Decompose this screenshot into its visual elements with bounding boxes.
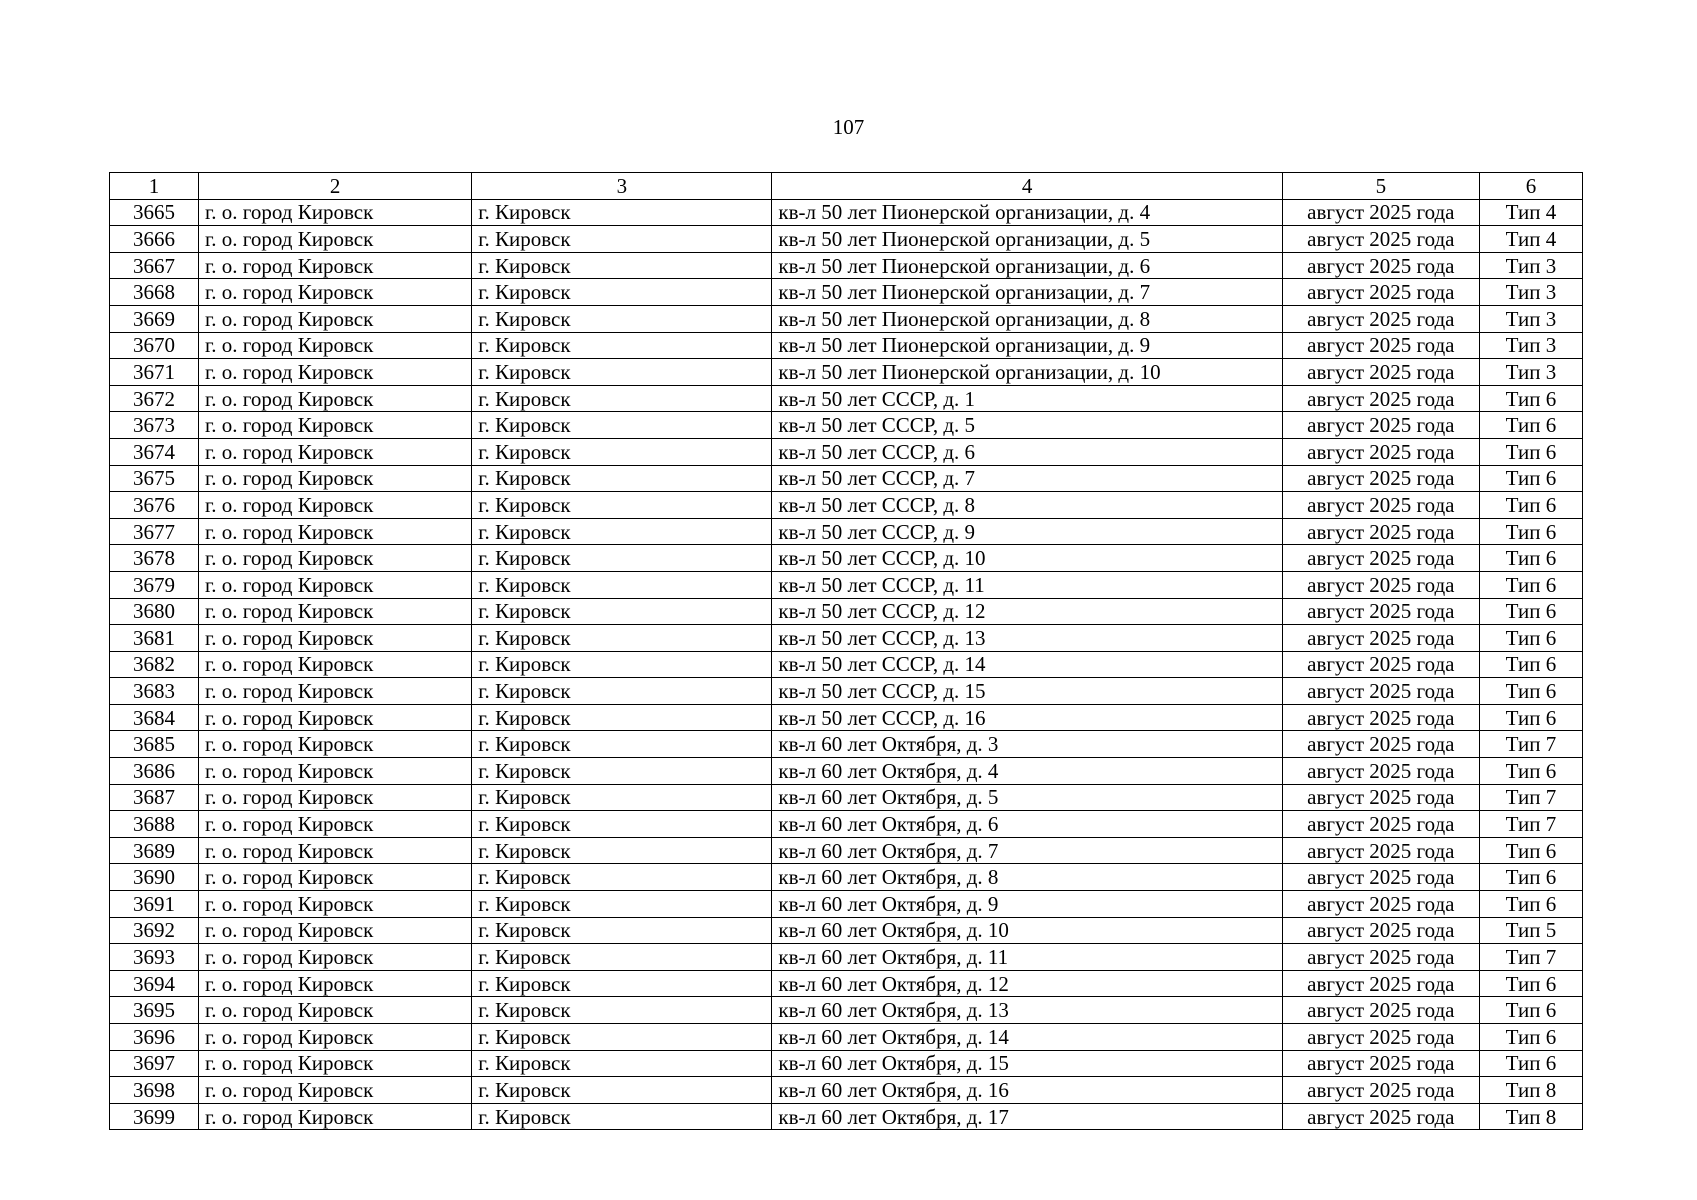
table-row <box>110 1050 1583 1077</box>
cell-settlement: г. Кировск <box>472 518 772 545</box>
cell-municipality: г. о. город Кировск <box>199 279 472 306</box>
cell-period: август 2025 года <box>1282 811 1479 838</box>
cell-address: кв-л 50 лет Пионерской организации, д. 9 <box>772 332 1282 359</box>
cell-settlement: г. Кировск <box>472 970 772 997</box>
cell-address: кв-л 50 лет Пионерской организации, д. 10 <box>772 359 1282 386</box>
cell-type: Тип 8 <box>1479 1103 1582 1130</box>
cell-period: август 2025 года <box>1282 518 1479 545</box>
cell-period: август 2025 года <box>1282 944 1479 971</box>
cell-settlement: г. Кировск <box>472 678 772 705</box>
cell-settlement: г. Кировск <box>472 758 772 785</box>
table-row <box>110 651 1583 678</box>
cell-address: кв-л 60 лет Октября, д. 9 <box>772 891 1282 918</box>
cell-address: кв-л 50 лет Пионерской организации, д. 4 <box>772 199 1282 226</box>
cell-period: август 2025 года <box>1282 545 1479 572</box>
table-row <box>110 332 1583 359</box>
column-header-1: 1 <box>110 173 199 200</box>
cell-address: кв-л 50 лет СССР, д. 1 <box>772 385 1282 412</box>
table-row <box>110 1077 1583 1104</box>
cell-municipality: г. о. город Кировск <box>199 1024 472 1051</box>
table-row <box>110 917 1583 944</box>
cell-address: кв-л 50 лет Пионерской организации, д. 8 <box>772 305 1282 332</box>
cell-settlement: г. Кировск <box>472 465 772 492</box>
cell-period: август 2025 года <box>1282 997 1479 1024</box>
cell-address: кв-л 50 лет СССР, д. 7 <box>772 465 1282 492</box>
cell-municipality: г. о. город Кировск <box>199 359 472 386</box>
column-header-4: 4 <box>772 173 1282 200</box>
cell-settlement: г. Кировск <box>472 438 772 465</box>
cell-settlement: г. Кировск <box>472 385 772 412</box>
cell-settlement: г. Кировск <box>472 199 772 226</box>
cell-type: Тип 6 <box>1479 970 1582 997</box>
cell-address: кв-л 50 лет СССР, д. 12 <box>772 598 1282 625</box>
cell-settlement: г. Кировск <box>472 1103 772 1130</box>
cell-row-number: 3684 <box>110 704 199 731</box>
cell-period: август 2025 года <box>1282 678 1479 705</box>
cell-municipality: г. о. город Кировск <box>199 704 472 731</box>
cell-settlement: г. Кировск <box>472 917 772 944</box>
cell-type: Тип 6 <box>1479 625 1582 652</box>
cell-row-number: 3673 <box>110 412 199 439</box>
cell-address: кв-л 60 лет Октября, д. 16 <box>772 1077 1282 1104</box>
table-row <box>110 492 1583 519</box>
cell-municipality: г. о. город Кировск <box>199 864 472 891</box>
cell-address: кв-л 60 лет Октября, д. 5 <box>772 784 1282 811</box>
cell-settlement: г. Кировск <box>472 837 772 864</box>
table-row <box>110 359 1583 386</box>
cell-period: август 2025 года <box>1282 731 1479 758</box>
table-row <box>110 731 1583 758</box>
table-row <box>110 891 1583 918</box>
cell-settlement: г. Кировск <box>472 412 772 439</box>
cell-type: Тип 3 <box>1479 305 1582 332</box>
cell-settlement: г. Кировск <box>472 784 772 811</box>
cell-municipality: г. о. город Кировск <box>199 837 472 864</box>
column-header-5: 5 <box>1282 173 1479 200</box>
table-row <box>110 944 1583 971</box>
cell-type: Тип 6 <box>1479 997 1582 1024</box>
cell-settlement: г. Кировск <box>472 811 772 838</box>
cell-settlement: г. Кировск <box>472 944 772 971</box>
cell-row-number: 3689 <box>110 837 199 864</box>
cell-type: Тип 6 <box>1479 492 1582 519</box>
cell-municipality: г. о. город Кировск <box>199 811 472 838</box>
cell-municipality: г. о. город Кировск <box>199 1050 472 1077</box>
cell-row-number: 3680 <box>110 598 199 625</box>
cell-row-number: 3692 <box>110 917 199 944</box>
cell-row-number: 3693 <box>110 944 199 971</box>
cell-period: август 2025 года <box>1282 1050 1479 1077</box>
cell-type: Тип 3 <box>1479 359 1582 386</box>
cell-address: кв-л 60 лет Октября, д. 11 <box>772 944 1282 971</box>
cell-settlement: г. Кировск <box>472 891 772 918</box>
cell-row-number: 3681 <box>110 625 199 652</box>
cell-address: кв-л 60 лет Октября, д. 7 <box>772 837 1282 864</box>
cell-address: кв-л 60 лет Октября, д. 4 <box>772 758 1282 785</box>
cell-settlement: г. Кировск <box>472 997 772 1024</box>
table-row <box>110 412 1583 439</box>
cell-municipality: г. о. город Кировск <box>199 492 472 519</box>
cell-row-number: 3686 <box>110 758 199 785</box>
cell-settlement: г. Кировск <box>472 332 772 359</box>
cell-municipality: г. о. город Кировск <box>199 199 472 226</box>
cell-period: август 2025 года <box>1282 651 1479 678</box>
cell-row-number: 3670 <box>110 332 199 359</box>
cell-settlement: г. Кировск <box>472 704 772 731</box>
cell-address: кв-л 50 лет Пионерской организации, д. 6 <box>772 252 1282 279</box>
cell-address: кв-л 60 лет Октября, д. 6 <box>772 811 1282 838</box>
cell-settlement: г. Кировск <box>472 545 772 572</box>
cell-period: август 2025 года <box>1282 385 1479 412</box>
table-row <box>110 1024 1583 1051</box>
table-row <box>110 279 1583 306</box>
cell-period: август 2025 года <box>1282 1077 1479 1104</box>
cell-municipality: г. о. город Кировск <box>199 305 472 332</box>
cell-address: кв-л 50 лет СССР, д. 10 <box>772 545 1282 572</box>
cell-period: август 2025 года <box>1282 970 1479 997</box>
cell-municipality: г. о. город Кировск <box>199 465 472 492</box>
cell-period: август 2025 года <box>1282 625 1479 652</box>
table-row <box>110 758 1583 785</box>
cell-type: Тип 8 <box>1479 1077 1582 1104</box>
cell-row-number: 3667 <box>110 252 199 279</box>
cell-period: август 2025 года <box>1282 837 1479 864</box>
cell-period: август 2025 года <box>1282 571 1479 598</box>
cell-settlement: г. Кировск <box>472 651 772 678</box>
cell-row-number: 3694 <box>110 970 199 997</box>
cell-settlement: г. Кировск <box>472 1050 772 1077</box>
cell-municipality: г. о. город Кировск <box>199 997 472 1024</box>
cell-type: Тип 3 <box>1479 332 1582 359</box>
cell-type: Тип 6 <box>1479 465 1582 492</box>
cell-type: Тип 6 <box>1479 1024 1582 1051</box>
table-row <box>110 864 1583 891</box>
cell-row-number: 3671 <box>110 359 199 386</box>
table-row <box>110 226 1583 253</box>
table-row <box>110 518 1583 545</box>
table-row <box>110 970 1583 997</box>
cell-period: август 2025 года <box>1282 758 1479 785</box>
cell-address: кв-л 50 лет Пионерской организации, д. 5 <box>772 226 1282 253</box>
cell-row-number: 3672 <box>110 385 199 412</box>
cell-settlement: г. Кировск <box>472 279 772 306</box>
cell-row-number: 3687 <box>110 784 199 811</box>
cell-municipality: г. о. город Кировск <box>199 625 472 652</box>
table-row <box>110 385 1583 412</box>
registry-table <box>109 172 1583 1130</box>
table-row <box>110 199 1583 226</box>
cell-row-number: 3666 <box>110 226 199 253</box>
cell-municipality: г. о. город Кировск <box>199 412 472 439</box>
cell-period: август 2025 года <box>1282 305 1479 332</box>
cell-row-number: 3683 <box>110 678 199 705</box>
table-row <box>110 811 1583 838</box>
table-row <box>110 625 1583 652</box>
cell-row-number: 3699 <box>110 1103 199 1130</box>
table-row <box>110 305 1583 332</box>
cell-period: август 2025 года <box>1282 359 1479 386</box>
cell-type: Тип 6 <box>1479 651 1582 678</box>
cell-address: кв-л 60 лет Октября, д. 8 <box>772 864 1282 891</box>
cell-row-number: 3668 <box>110 279 199 306</box>
cell-row-number: 3698 <box>110 1077 199 1104</box>
table-row <box>110 1103 1583 1130</box>
cell-municipality: г. о. город Кировск <box>199 651 472 678</box>
cell-municipality: г. о. город Кировск <box>199 332 472 359</box>
cell-type: Тип 6 <box>1479 678 1582 705</box>
cell-address: кв-л 60 лет Октября, д. 14 <box>772 1024 1282 1051</box>
cell-municipality: г. о. город Кировск <box>199 226 472 253</box>
table-row <box>110 784 1583 811</box>
table-row <box>110 704 1583 731</box>
cell-address: кв-л 50 лет СССР, д. 5 <box>772 412 1282 439</box>
cell-address: кв-л 50 лет Пионерской организации, д. 7 <box>772 279 1282 306</box>
cell-row-number: 3675 <box>110 465 199 492</box>
cell-type: Тип 4 <box>1479 199 1582 226</box>
cell-municipality: г. о. город Кировск <box>199 545 472 572</box>
cell-period: август 2025 года <box>1282 279 1479 306</box>
cell-address: кв-л 50 лет СССР, д. 8 <box>772 492 1282 519</box>
cell-period: август 2025 года <box>1282 784 1479 811</box>
cell-row-number: 3679 <box>110 571 199 598</box>
cell-period: август 2025 года <box>1282 492 1479 519</box>
table-row <box>110 465 1583 492</box>
cell-row-number: 3677 <box>110 518 199 545</box>
cell-type: Тип 6 <box>1479 837 1582 864</box>
cell-address: кв-л 50 лет СССР, д. 13 <box>772 625 1282 652</box>
cell-type: Тип 6 <box>1479 412 1582 439</box>
cell-type: Тип 6 <box>1479 518 1582 545</box>
cell-municipality: г. о. город Кировск <box>199 944 472 971</box>
table-row <box>110 997 1583 1024</box>
cell-municipality: г. о. город Кировск <box>199 252 472 279</box>
cell-type: Тип 6 <box>1479 864 1582 891</box>
cell-row-number: 3697 <box>110 1050 199 1077</box>
cell-address: кв-л 60 лет Октября, д. 15 <box>772 1050 1282 1077</box>
cell-settlement: г. Кировск <box>472 864 772 891</box>
cell-period: август 2025 года <box>1282 891 1479 918</box>
cell-period: август 2025 года <box>1282 704 1479 731</box>
cell-settlement: г. Кировск <box>472 571 772 598</box>
table-row <box>110 252 1583 279</box>
cell-row-number: 3682 <box>110 651 199 678</box>
cell-period: август 2025 года <box>1282 917 1479 944</box>
cell-row-number: 3691 <box>110 891 199 918</box>
cell-address: кв-л 50 лет СССР, д. 9 <box>772 518 1282 545</box>
column-header-6: 6 <box>1479 173 1582 200</box>
cell-municipality: г. о. город Кировск <box>199 1103 472 1130</box>
cell-type: Тип 6 <box>1479 1050 1582 1077</box>
cell-settlement: г. Кировск <box>472 492 772 519</box>
cell-row-number: 3676 <box>110 492 199 519</box>
cell-type: Тип 6 <box>1479 704 1582 731</box>
column-header-2: 2 <box>199 173 472 200</box>
table-body <box>110 199 1583 1130</box>
cell-type: Тип 6 <box>1479 891 1582 918</box>
cell-period: август 2025 года <box>1282 598 1479 625</box>
cell-settlement: г. Кировск <box>472 359 772 386</box>
cell-municipality: г. о. город Кировск <box>199 1077 472 1104</box>
cell-period: август 2025 года <box>1282 226 1479 253</box>
cell-type: Тип 7 <box>1479 731 1582 758</box>
cell-municipality: г. о. город Кировск <box>199 917 472 944</box>
table-row <box>110 598 1583 625</box>
cell-period: август 2025 года <box>1282 465 1479 492</box>
cell-period: август 2025 года <box>1282 252 1479 279</box>
cell-type: Тип 7 <box>1479 811 1582 838</box>
cell-municipality: г. о. город Кировск <box>199 438 472 465</box>
cell-settlement: г. Кировск <box>472 252 772 279</box>
cell-municipality: г. о. город Кировск <box>199 518 472 545</box>
table-row <box>110 545 1583 572</box>
cell-address: кв-л 50 лет СССР, д. 6 <box>772 438 1282 465</box>
cell-municipality: г. о. город Кировск <box>199 385 472 412</box>
cell-period: август 2025 года <box>1282 1103 1479 1130</box>
cell-address: кв-л 60 лет Октября, д. 3 <box>772 731 1282 758</box>
cell-row-number: 3669 <box>110 305 199 332</box>
page-number: 107 <box>832 115 865 139</box>
cell-type: Тип 4 <box>1479 226 1582 253</box>
cell-municipality: г. о. город Кировск <box>199 784 472 811</box>
cell-type: Тип 6 <box>1479 598 1582 625</box>
cell-type: Тип 3 <box>1479 252 1582 279</box>
cell-municipality: г. о. город Кировск <box>199 758 472 785</box>
cell-row-number: 3685 <box>110 731 199 758</box>
cell-settlement: г. Кировск <box>472 1077 772 1104</box>
cell-row-number: 3695 <box>110 997 199 1024</box>
cell-row-number: 3688 <box>110 811 199 838</box>
cell-settlement: г. Кировск <box>472 226 772 253</box>
cell-settlement: г. Кировск <box>472 731 772 758</box>
header-row <box>110 173 1583 200</box>
table-row <box>110 837 1583 864</box>
cell-address: кв-л 60 лет Октября, д. 10 <box>772 917 1282 944</box>
cell-type: Тип 7 <box>1479 784 1582 811</box>
cell-period: август 2025 года <box>1282 199 1479 226</box>
column-header-3: 3 <box>472 173 772 200</box>
cell-settlement: г. Кировск <box>472 305 772 332</box>
cell-row-number: 3674 <box>110 438 199 465</box>
table-row <box>110 571 1583 598</box>
cell-settlement: г. Кировск <box>472 1024 772 1051</box>
cell-settlement: г. Кировск <box>472 598 772 625</box>
cell-type: Тип 6 <box>1479 438 1582 465</box>
cell-row-number: 3678 <box>110 545 199 572</box>
cell-period: август 2025 года <box>1282 1024 1479 1051</box>
cell-municipality: г. о. город Кировск <box>199 571 472 598</box>
cell-address: кв-л 50 лет СССР, д. 11 <box>772 571 1282 598</box>
cell-period: август 2025 года <box>1282 412 1479 439</box>
cell-address: кв-л 60 лет Октября, д. 13 <box>772 997 1282 1024</box>
cell-address: кв-л 60 лет Октября, д. 12 <box>772 970 1282 997</box>
cell-period: август 2025 года <box>1282 332 1479 359</box>
cell-period: август 2025 года <box>1282 864 1479 891</box>
cell-municipality: г. о. город Кировск <box>199 598 472 625</box>
cell-municipality: г. о. город Кировск <box>199 970 472 997</box>
cell-type: Тип 6 <box>1479 571 1582 598</box>
cell-municipality: г. о. город Кировск <box>199 731 472 758</box>
cell-municipality: г. о. город Кировск <box>199 891 472 918</box>
cell-settlement: г. Кировск <box>472 625 772 652</box>
table-row <box>110 678 1583 705</box>
cell-type: Тип 6 <box>1479 385 1582 412</box>
cell-row-number: 3696 <box>110 1024 199 1051</box>
table-header <box>110 173 1583 200</box>
cell-row-number: 3690 <box>110 864 199 891</box>
cell-type: Тип 6 <box>1479 545 1582 572</box>
table-row <box>110 438 1583 465</box>
cell-type: Тип 6 <box>1479 758 1582 785</box>
cell-period: август 2025 года <box>1282 438 1479 465</box>
cell-address: кв-л 50 лет СССР, д. 16 <box>772 704 1282 731</box>
cell-address: кв-л 50 лет СССР, д. 15 <box>772 678 1282 705</box>
cell-address: кв-л 60 лет Октября, д. 17 <box>772 1103 1282 1130</box>
cell-type: Тип 3 <box>1479 279 1582 306</box>
cell-municipality: г. о. город Кировск <box>199 678 472 705</box>
cell-address: кв-л 50 лет СССР, д. 14 <box>772 651 1282 678</box>
cell-row-number: 3665 <box>110 199 199 226</box>
cell-type: Тип 5 <box>1479 917 1582 944</box>
cell-type: Тип 7 <box>1479 944 1582 971</box>
